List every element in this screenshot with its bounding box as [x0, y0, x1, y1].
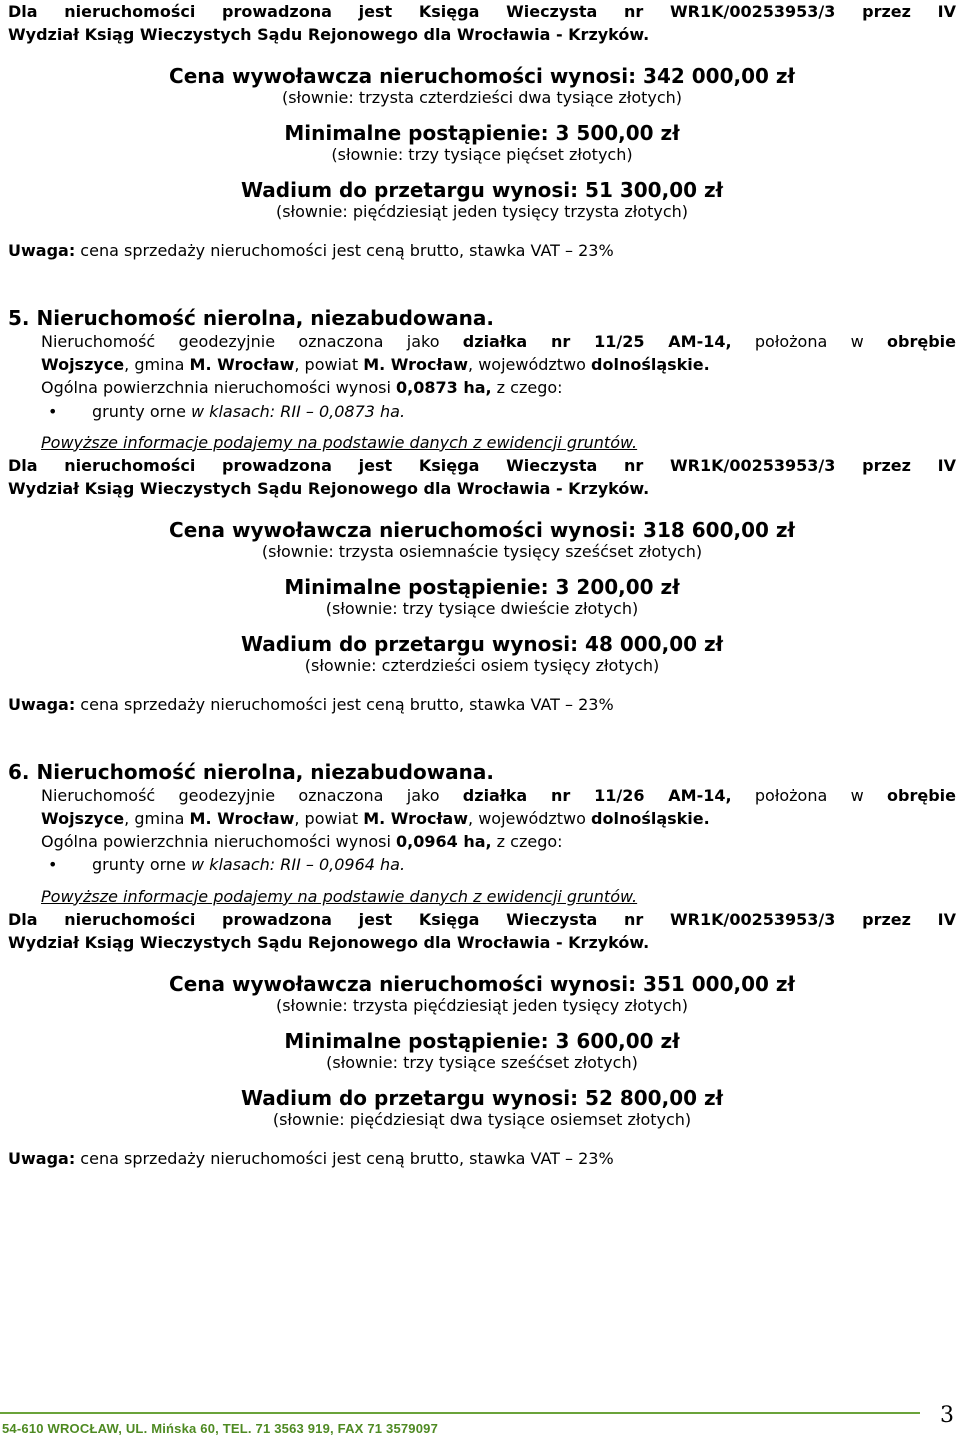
- starting-price: Cena wywoławcza nieruchomości wynosi: 318 600,00 zł: [169, 518, 795, 543]
- vat-note: [8, 239, 956, 262]
- deposit: Wadium do przetargu wynosi: 48 000,00 zł: [240, 631, 724, 656]
- land-register-line-1: Dla nieruchomości prowadzona jest Księga Wieczysta nr WR1K/00253953/3 przez IV: [8, 2, 956, 21]
- starting-price-words: (słownie: trzysta pięćdziesiąt jeden tysięcy złotych): [275, 996, 689, 1016]
- deposit-words: (słownie: czterdzieści osiem tysięcy złotych): [304, 655, 660, 675]
- footer-divider: [0, 1412, 920, 1414]
- minimum-increment-words: (słownie: trzy tysiące sześćset złotych): [326, 1052, 638, 1072]
- total-area: Ogólna powierzchnia nieruchomości wynosi 0,0873 ha, z czego:: [41, 378, 563, 398]
- price-block: [8, 972, 956, 1130]
- page-footer: [0, 1400, 960, 1445]
- item-heading: 5. Nieruchomość nierolna, niezabudowana.: [8, 305, 494, 330]
- land-register-line-2: Wydział Ksiąg Wieczystych Sądu Rejonowego dla Wrocławia - Krzyków.: [8, 25, 650, 45]
- footer-address: 54-610 WROCŁAW, UL. Mińska 60, TEL. 71 3563 919, FAX 71 3579097: [2, 1421, 439, 1436]
- section-top: [8, 0, 956, 262]
- vat-note: [8, 693, 956, 716]
- deposit-words: (słownie: pięćdziesiąt jeden tysięcy trzysta złotych): [275, 201, 689, 221]
- deposit: Wadium do przetargu wynosi: 52 800,00 zł: [240, 1085, 724, 1110]
- starting-price-words: (słownie: trzysta osiemnaście tysięcy sześćset złotych): [261, 542, 703, 562]
- note-text: cena sprzedaży nieruchomości jest ceną brutto, stawka VAT – 23%: [75, 240, 614, 260]
- price-block: [8, 64, 956, 222]
- section-item-5: [8, 306, 956, 716]
- starting-price: Cena wywoławcza nieruchomości wynosi: 342 000,00 zł: [169, 64, 795, 89]
- land-class-item: • grunty orne w klasach: RII – 0,0873 ha.: [8, 400, 956, 423]
- parcel-description-line-1: Nieruchomość geodezyjnie oznaczona jako działka nr 11/26 AM-14, położona w obrębie: [41, 785, 956, 805]
- document-page: [8, 0, 956, 1170]
- bullet-icon: •: [48, 855, 58, 875]
- land-register-line-2: Wydział Ksiąg Wieczystych Sądu Rejonowego dla Wrocławia - Krzyków.: [8, 932, 650, 952]
- section-item-6: [8, 760, 956, 1170]
- parcel-description-line-1: Nieruchomość geodezyjnie oznaczona jako działka nr 11/25 AM-14, położona w obrębie: [41, 331, 956, 351]
- note-label: Uwaga:: [8, 694, 76, 714]
- source-info: Powyższe informacje podajemy na podstawie danych z ewidencji gruntów.: [41, 886, 638, 906]
- land-register-line-1: Dla nieruchomości prowadzona jest Księga Wieczysta nr WR1K/00253953/3 przez IV: [8, 455, 956, 475]
- minimum-increment: Minimalne postąpienie: 3 200,00 zł: [284, 575, 680, 600]
- minimum-increment-words: (słownie: trzy tysiące pięćset złotych): [331, 145, 633, 165]
- note-text: cena sprzedaży nieruchomości jest ceną brutto, stawka VAT – 23%: [75, 1148, 614, 1168]
- deposit: Wadium do przetargu wynosi: 51 300,00 zł: [240, 177, 724, 202]
- starting-price-words: (słownie: trzysta czterdzieści dwa tysiące złotych): [281, 88, 683, 108]
- minimum-increment: Minimalne postąpienie: 3 600,00 zł: [284, 1028, 680, 1053]
- land-register-line-1: Dla nieruchomości prowadzona jest Księga Wieczysta nr WR1K/00253953/3 przez IV: [8, 909, 956, 929]
- minimum-increment-words: (słownie: trzy tysiące dwieście złotych): [325, 599, 639, 619]
- minimum-increment: Minimalne postąpienie: 3 500,00 zł: [284, 121, 680, 146]
- price-block: [8, 518, 956, 676]
- land-register-line-2: Wydział Ksiąg Wieczystych Sądu Rejonowego dla Wrocławia - Krzyków.: [8, 479, 650, 499]
- page-number: 3: [940, 1403, 954, 1428]
- note-label: Uwaga:: [8, 1148, 76, 1168]
- deposit-words: (słownie: pięćdziesiąt dwa tysiące osiemset złotych): [272, 1109, 692, 1129]
- parcel-description-line-2: Wojszyce, gmina M. Wrocław, powiat M. Wrocław, województwo dolnośląskie.: [41, 355, 710, 375]
- note-text: cena sprzedaży nieruchomości jest ceną brutto, stawka VAT – 23%: [75, 694, 614, 714]
- item-heading: 6. Nieruchomość nierolna, niezabudowana.: [8, 759, 494, 784]
- parcel-description-line-2: Wojszyce, gmina M. Wrocław, powiat M. Wrocław, województwo dolnośląskie.: [41, 809, 710, 829]
- bullet-icon: •: [48, 401, 58, 421]
- total-area: Ogólna powierzchnia nieruchomości wynosi 0,0964 ha, z czego:: [41, 832, 563, 852]
- land-class-item: • grunty orne w klasach: RII – 0,0964 ha.: [8, 853, 956, 876]
- note-label: Uwaga:: [8, 240, 76, 260]
- source-info: Powyższe informacje podajemy na podstawie danych z ewidencji gruntów.: [41, 432, 638, 452]
- starting-price: Cena wywoławcza nieruchomości wynosi: 351 000,00 zł: [169, 972, 795, 997]
- vat-note: [8, 1147, 956, 1170]
